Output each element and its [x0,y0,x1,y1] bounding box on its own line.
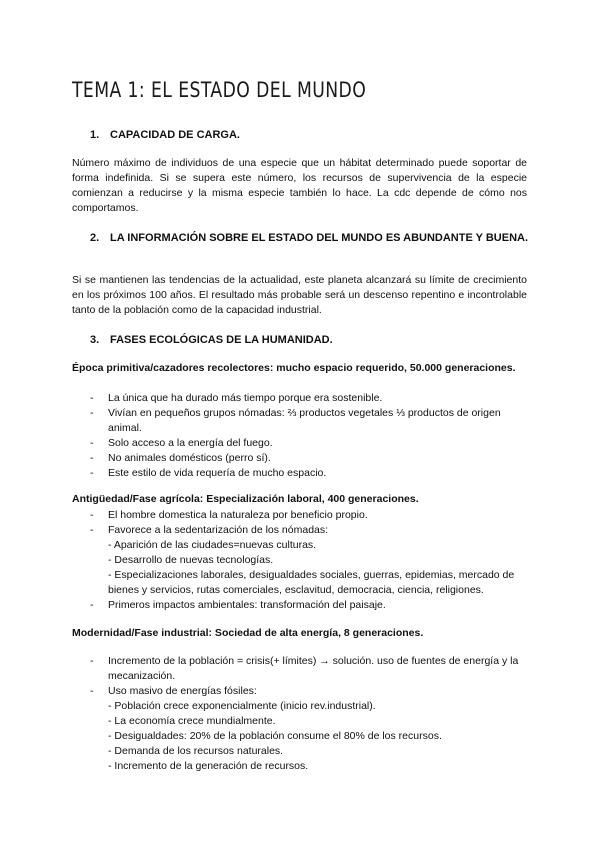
phase-list-primitive [90,391,530,481]
list-item: - Favorece a la sedentarización de los nómadas: - Aparición de las ciudades=nuevas culturas. - Desarrollo de nuevas tecnologías. - Especializaciones laborales, desigualdades sociales, guerras, epidemias, mercado de bienes y servicios, rutas comerciales, esclavitud, democracia, ciencia, religiones. [90,523,530,598]
section-number: 1. [90,129,100,141]
section-heading-2 [90,231,530,246]
section-heading-text: LA INFORMACIÓN SOBRE EL ESTADO DEL MUNDO ES ABUNDANTE Y BUENA. [110,232,529,244]
list-item: - Incremento de la población = crisis(+ límites) → solución. uso de fuentes de energía y la mecanización. [90,655,519,682]
list-item: - La única que ha durado más tiempo porque era sostenible. [90,392,383,404]
sub-list-item: - Población crece exponencialmente (inicio rev.industrial). [108,700,376,712]
sub-list-item: - Especializaciones laborales, desigualdades sociales, guerras, epidemias, mercado de bienes y servicios, rutas comerciales, esclavitud, democracia, ciencia, religiones. [108,569,515,596]
list-item: - Vivían en pequeños grupos nómadas: ⅔ productos vegetales ⅓ productos de origen animal. [90,407,501,434]
sub-list-item: - Incremento de la generación de recursos. [108,760,309,772]
list-item: - No animales domésticos (perro sí). [90,452,271,464]
list-item: - Solo acceso a la energía del fuego. [90,437,273,449]
section-paragraph-2: Si se mantienen las tendencias de la actualidad, este planeta alcanzará su límite de crecimiento en los próximos 100 años. El resultado más probable será un descenso repentino e incontrolable tanto de la población como de la capacidad industrial. [72,274,527,316]
sub-list-item: - Desarrollo de nuevas tecnologías. [108,554,274,566]
phase-list-agricultural [90,508,530,613]
section-number: 3. [90,334,100,346]
sub-list-item: - Desigualdades: 20% de la población consume el 80% de los recursos. [108,730,442,742]
section-heading-text: CAPACIDAD DE CARGA. [110,129,240,141]
sub-list-item: - Aparición de las ciudades=nuevas culturas. [108,539,317,551]
sub-list-item: - La economía crece mundialmente. [108,715,276,727]
list-item: - Uso masivo de energías fósiles: - Población crece exponencialmente (inicio rev.industrial). - La economía crece mundialmente. - Desigualdades: 20% de la población consume el 80% de los recursos. - Demanda de los recursos naturales. - Incremento de la generación de recursos. [90,684,530,774]
section-number: 2. [90,232,100,244]
section-heading-1 [90,128,530,143]
page-title: TEMA 1: EL ESTADO DEL MUNDO [72,78,367,102]
sub-list-item: - Demanda de los recursos naturales. [108,745,284,757]
phase-heading-agricultural: Antigüedad/Fase agrícola: Especialización laboral, 400 generaciones. [72,493,419,505]
section-paragraph-1: Número máximo de individuos de una especie que un hábitat determinado puede soportar de forma indefinida. Si se supera este número, los recursos de supervivencia de la especie comienzan a reducirse y la misma especie también lo hace. La cdc depende de cómo nos comportamos. [72,157,527,214]
section-heading-text: FASES ECOLÓGICAS DE LA HUMANIDAD. [110,334,333,346]
phase-heading-industrial: Modernidad/Fase industrial: Sociedad de alta energía, 8 generaciones. [72,627,424,639]
phase-list-industrial [90,654,530,774]
list-item: - Primeros impactos ambientales: transformación del paisaje. [90,599,386,611]
list-item: - Este estilo de vida requería de mucho espacio. [90,467,327,479]
phase-heading-primitive: Época primitiva/cazadores recolectores: mucho espacio requerido, 50.000 generaciones. [72,362,516,374]
list-item: - El hombre domestica la naturaleza por beneficio propio. [90,509,368,521]
section-heading-3 [90,333,530,348]
